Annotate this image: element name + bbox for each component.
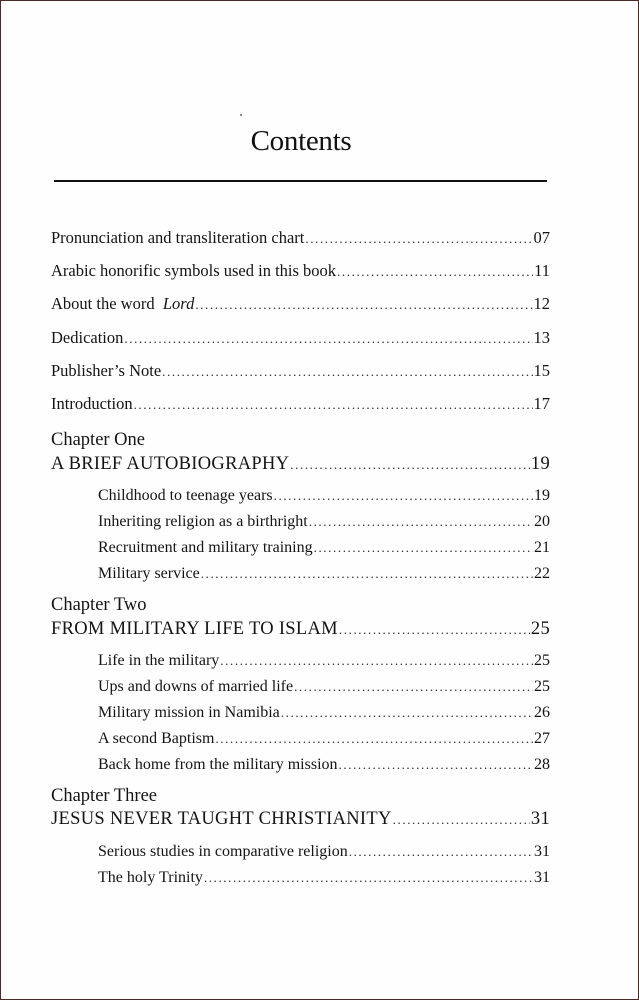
entry-label: Childhood to teenage years xyxy=(98,487,273,504)
dot-leader xyxy=(305,231,532,247)
entry-page-number: 31 xyxy=(534,869,550,886)
entry-page-number: 19 xyxy=(530,454,550,474)
entry-page-number: 27 xyxy=(534,730,550,747)
toc-entry-publishers-note[interactable] xyxy=(51,361,550,383)
entry-label: Back home from the military mission xyxy=(98,756,338,773)
entry-page-number: 25 xyxy=(530,619,550,639)
chapter-title: JESUS NEVER TAUGHT CHRISTIANITY xyxy=(51,809,392,829)
dot-leader xyxy=(349,844,533,860)
dot-leader xyxy=(220,653,533,669)
entry-label xyxy=(51,294,194,314)
dot-leader xyxy=(134,397,533,413)
entry-label: Ups and downs of married life xyxy=(98,678,294,695)
entry-label-italic: Lord xyxy=(162,294,195,313)
entry-label: Dedication xyxy=(51,328,124,347)
entry-label: A second Baptism xyxy=(98,730,215,747)
chapter-label: Chapter Three xyxy=(51,786,157,806)
entry-page-number: 11 xyxy=(534,261,550,280)
toc-entry-pronunciation[interactable] xyxy=(51,228,550,250)
toc-section-entry[interactable] xyxy=(98,539,550,561)
toc-entry-dedication[interactable] xyxy=(51,328,550,350)
chapter-title: FROM MILITARY LIFE TO ISLAM xyxy=(51,619,338,639)
toc-section-entry[interactable] xyxy=(98,704,550,726)
toc-section-entry[interactable] xyxy=(98,843,550,865)
entry-label: Introduction xyxy=(51,394,133,413)
chapter-title: A BRIEF AUTOBIOGRAPHY xyxy=(51,454,290,474)
dot-leader xyxy=(309,514,533,530)
dot-leader xyxy=(337,264,533,280)
entry-page-number: 28 xyxy=(534,756,550,773)
entry-page-number: 15 xyxy=(533,361,550,380)
entry-page-number: 21 xyxy=(534,539,550,556)
entry-label: Military service xyxy=(98,565,200,582)
dot-leader xyxy=(393,812,530,828)
dot-leader xyxy=(204,870,533,886)
entry-page-number: 26 xyxy=(534,704,550,721)
dot-leader xyxy=(281,705,533,721)
toc-entry-honorific-symbols[interactable] xyxy=(51,261,550,283)
print-speck xyxy=(240,114,242,116)
dot-leader xyxy=(290,457,530,473)
entry-label: Publisher’s Note xyxy=(51,361,162,380)
page-title: Contents xyxy=(250,125,352,157)
toc-section-entry[interactable] xyxy=(98,652,550,674)
entry-page-number: 17 xyxy=(533,394,550,413)
dot-leader xyxy=(162,364,532,380)
toc-chapter-heading[interactable] xyxy=(51,454,550,476)
entry-label: Pronunciation and transliteration chart xyxy=(51,228,305,247)
dot-leader xyxy=(339,622,530,638)
toc-section-entry[interactable] xyxy=(98,756,550,778)
entry-page-number: 25 xyxy=(534,678,550,695)
entry-page-number: 13 xyxy=(533,328,550,347)
entry-label: The holy Trinity xyxy=(98,869,203,886)
entry-page-number: 12 xyxy=(533,294,550,313)
toc-entry-introduction[interactable] xyxy=(51,394,550,416)
entry-page-number: 22 xyxy=(534,565,550,582)
entry-page-number: 20 xyxy=(534,513,550,530)
toc-section-entry[interactable] xyxy=(98,869,550,891)
entry-page-number: 07 xyxy=(533,228,550,247)
toc-section-entry[interactable] xyxy=(98,678,550,700)
dot-leader xyxy=(215,731,533,747)
title-rule xyxy=(54,180,547,182)
entry-label: Serious studies in comparative religion xyxy=(98,843,348,860)
dot-leader xyxy=(124,331,532,347)
dot-leader xyxy=(294,679,533,695)
chapter-label: Chapter One xyxy=(51,430,146,450)
toc-section-entry[interactable] xyxy=(98,565,550,587)
entry-label: Life in the military xyxy=(98,652,220,669)
chapter-label: Chapter Two xyxy=(51,595,147,615)
dot-leader xyxy=(274,488,533,504)
toc-chapter-heading[interactable] xyxy=(51,809,550,831)
toc-section-entry[interactable] xyxy=(98,513,550,535)
entry-label: Military mission in Namibia xyxy=(98,704,280,721)
dot-leader xyxy=(201,566,533,582)
toc-chapter-heading[interactable] xyxy=(51,619,550,641)
entry-page-number: 19 xyxy=(534,487,550,504)
toc-entry-about-lord[interactable] xyxy=(51,294,550,316)
entry-label: Arabic honorific symbols used in this book xyxy=(51,261,337,280)
entry-label: Recruitment and military training xyxy=(98,539,313,556)
entry-label-text: About the word xyxy=(51,294,159,313)
dot-leader xyxy=(195,297,532,313)
entry-label: Inheriting religion as a birthright xyxy=(98,513,308,530)
toc-section-entry[interactable] xyxy=(98,487,550,509)
toc-section-entry[interactable] xyxy=(98,730,550,752)
entry-page-number: 25 xyxy=(534,652,550,669)
dot-leader xyxy=(314,540,533,556)
entry-page-number: 31 xyxy=(534,843,550,860)
entry-page-number: 31 xyxy=(530,809,550,829)
dot-leader xyxy=(339,757,533,773)
